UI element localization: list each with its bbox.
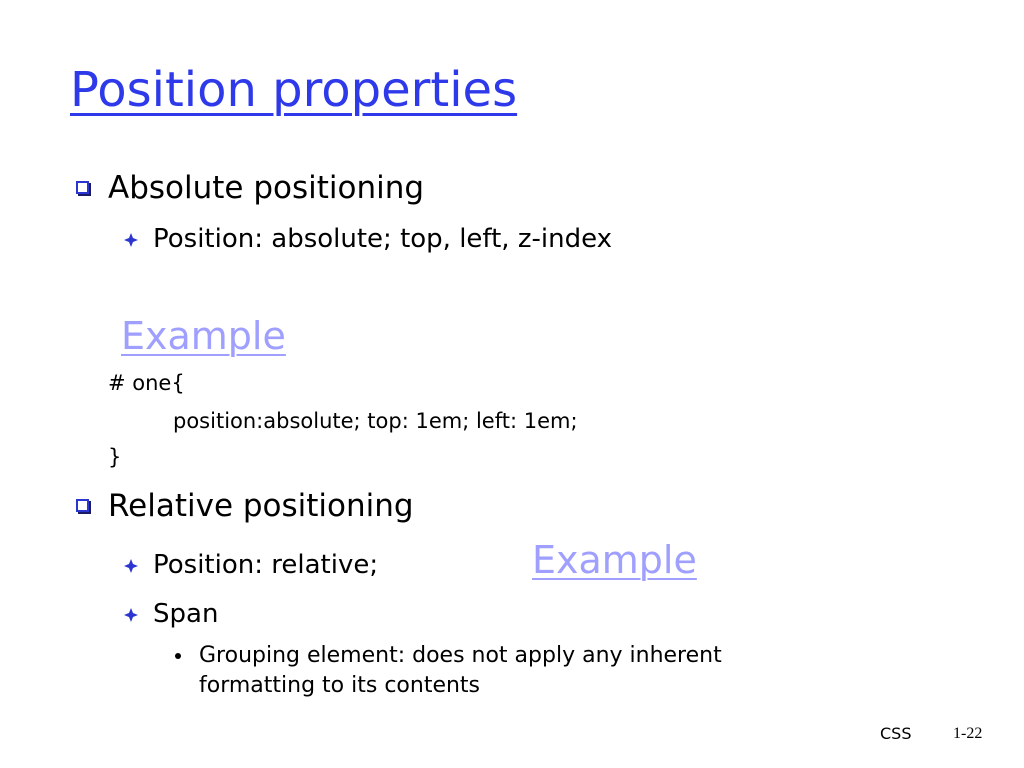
example-link-relative[interactable]: Example	[532, 538, 697, 582]
sub-span: Span	[153, 599, 219, 629]
diamond-bullet-icon	[124, 608, 138, 622]
code-line-declaration: position:absolute; top: 1em; left: 1em;	[173, 409, 578, 433]
code-line-selector: # one{	[108, 371, 185, 395]
diamond-bullet-icon	[124, 559, 138, 573]
sub-position-relative: Position: relative;	[153, 550, 379, 580]
sub-position-absolute: Position: absolute; top, left, z-index	[153, 224, 612, 254]
bullet-relative-positioning: Relative positioning	[108, 488, 414, 524]
footer-topic: CSS	[880, 724, 912, 743]
slide-title: Position properties	[70, 62, 518, 118]
bullet-absolute-positioning: Absolute positioning	[108, 170, 425, 206]
square-bullet-icon	[76, 499, 89, 512]
dot-bullet-icon	[175, 653, 181, 659]
square-bullet-icon	[76, 181, 89, 194]
footer-page-number: 1-22	[953, 725, 983, 742]
span-note-line-1: Grouping element: does not apply any inherent	[199, 643, 722, 668]
code-line-close: }	[108, 445, 122, 469]
span-note-line-2: formatting to its contents	[199, 673, 481, 698]
diamond-bullet-icon	[124, 233, 138, 247]
example-link-absolute[interactable]: Example	[121, 314, 286, 358]
